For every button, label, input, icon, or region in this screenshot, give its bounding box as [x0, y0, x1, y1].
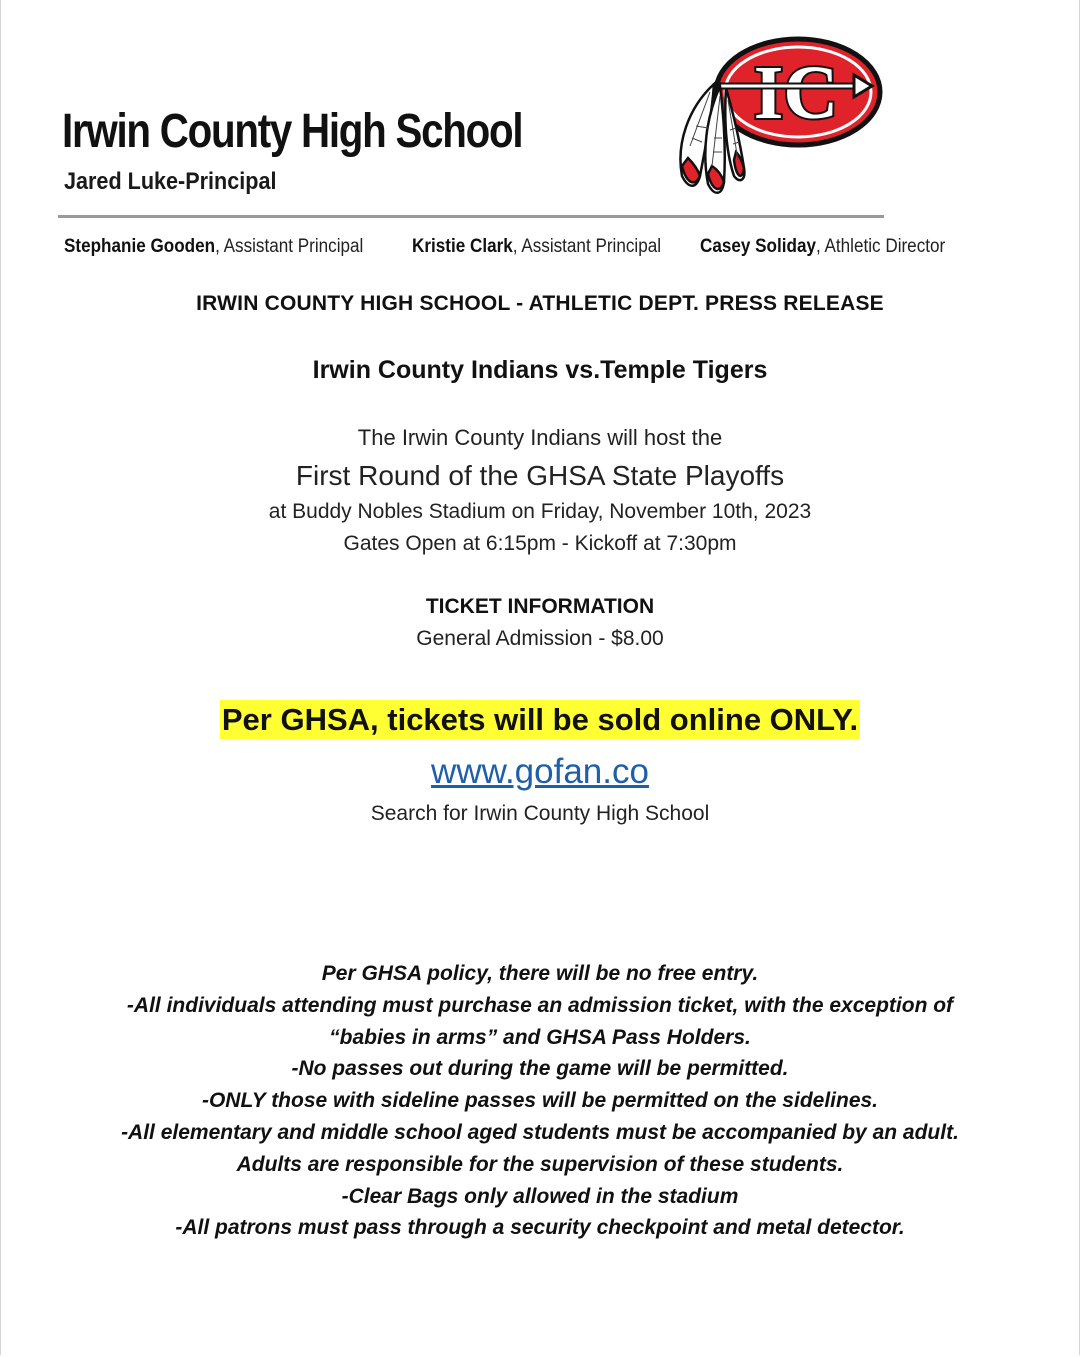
staff-list [64, 236, 1024, 260]
policy-line: “babies in arms” and GHSA Pass Holders. [329, 1025, 751, 1049]
school-logo [670, 26, 885, 206]
staff-role: , Assistant Principal [215, 236, 364, 257]
staff-assistant-principal-1 [64, 236, 363, 258]
entry-policy [0, 958, 1080, 1244]
staff-athletic-director [700, 236, 945, 258]
staff-role: , Assistant Principal [512, 236, 662, 257]
policy-line: -Clear Bags only allowed in the stadium [341, 1184, 739, 1208]
principal-name: Jared Luke-Principal [64, 168, 277, 195]
school-name: Irwin County High School [62, 105, 523, 158]
policy-line: -All individuals attending must purchase an admission ticket, with the exception of [126, 993, 954, 1017]
policy-line: -All patrons must pass through a security checkpoint and metal detector. [175, 1216, 905, 1240]
game-matchup: Irwin County Indians vs.Temple Tigers [312, 356, 768, 384]
online-only-highlight: Per GHSA, tickets will be sold online ONLY. [221, 702, 859, 737]
press-release-heading: IRWIN COUNTY HIGH SCHOOL - ATHLETIC DEPT. PRESS RELEASE [196, 292, 884, 315]
playoff-round: First Round of the GHSA State Playoffs [295, 460, 785, 491]
staff-name: Kristie Clark [412, 236, 513, 257]
policy-line: -All elementary and middle school aged students must be accompanied by an adult. [121, 1120, 959, 1144]
policy-line: Adults are responsible for the supervision of these students. [236, 1152, 844, 1176]
staff-role: , Athletic Director [815, 236, 946, 257]
ticket-info-heading: TICKET INFORMATION [425, 595, 655, 618]
admission-price: General Admission - $8.00 [416, 627, 664, 650]
logo-text: IC [753, 51, 839, 135]
staff-assistant-principal-2 [412, 236, 661, 258]
staff-name: Casey Soliday [700, 236, 816, 257]
game-times: Gates Open at 6:15pm - Kickoff at 7:30pm [343, 532, 737, 555]
policy-line: -ONLY those with sideline passes will be permitted on the sidelines. [201, 1089, 879, 1113]
header-divider [58, 215, 884, 218]
venue-date: at Buddy Nobles Stadium on Friday, November 10th, 2023 [268, 500, 812, 523]
host-line: The Irwin County Indians will host the [357, 425, 723, 450]
search-hint: Search for Irwin County High School [370, 802, 710, 825]
policy-line: Per GHSA policy, there will be no free entry. [321, 962, 759, 985]
ticket-link-row [0, 752, 1080, 792]
online-only-notice [0, 702, 1080, 738]
staff-name: Stephanie Gooden [64, 236, 216, 257]
gofan-link[interactable]: www.gofan.co [431, 752, 649, 791]
policy-line: -No passes out during the game will be permitted. [291, 1057, 789, 1081]
